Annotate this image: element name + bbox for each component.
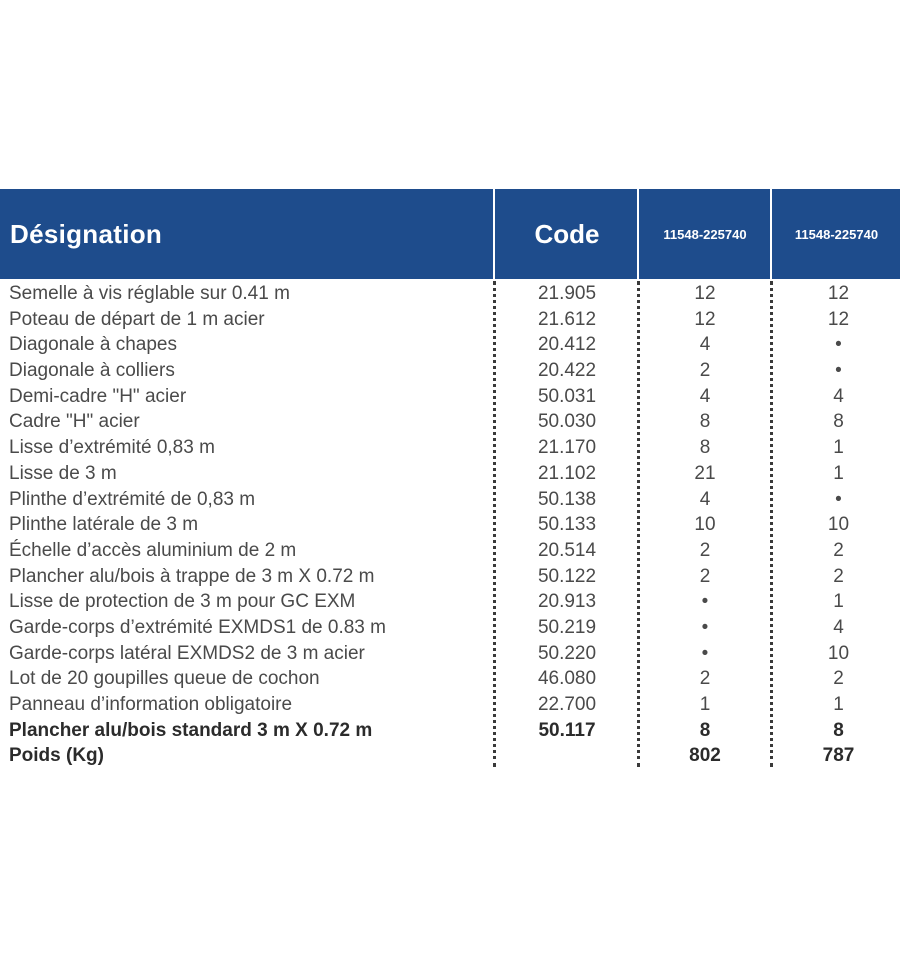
row-quantity-ref-2: 10	[827, 514, 850, 536]
row-code	[497, 743, 637, 769]
row-quantity-ref-2: •	[835, 360, 842, 382]
row-code: 21.905	[537, 283, 597, 304]
row-quantity-ref-1: 802	[689, 745, 721, 767]
row-quantity-ref-2: 1	[833, 437, 844, 459]
row-designation: Lisse de 3 m	[9, 462, 117, 484]
row-code: 50.030	[537, 411, 597, 433]
table-row	[0, 384, 900, 410]
row-quantity-ref-2: 787	[822, 745, 855, 767]
header-ref-2: 11548-225740	[794, 226, 879, 242]
row-quantity-ref-1: 2	[699, 668, 711, 690]
header-code: Code	[534, 218, 600, 249]
row-quantity-ref-2: •	[835, 488, 842, 510]
row-code: 50.138	[537, 488, 597, 510]
row-code: 20.514	[537, 539, 597, 561]
row-quantity-ref-2: 4	[833, 385, 844, 407]
row-code: 50.031	[537, 385, 597, 407]
row-designation: Garde-corps latéral EXMDS2 de 3 m acier	[9, 642, 365, 664]
row-quantity-ref-2: •	[835, 334, 842, 356]
row-code: 50.220	[537, 642, 597, 664]
row-designation: Panneau d’information obligatoire	[9, 694, 293, 715]
row-code: 21.612	[537, 308, 597, 330]
row-quantity-ref-1: •	[701, 642, 709, 664]
table-row	[0, 666, 900, 692]
row-designation: Demi-cadre "H" acier	[9, 385, 187, 407]
row-quantity-ref-2: 1	[833, 694, 844, 715]
header-divider	[637, 189, 639, 279]
row-code: 46.080	[537, 668, 597, 690]
table-row	[0, 743, 900, 769]
row-code: 21.170	[537, 437, 597, 459]
row-quantity-ref-2: 2	[833, 668, 844, 690]
row-code: 50.133	[537, 514, 597, 536]
table-row	[0, 487, 900, 513]
row-code: 22.700	[537, 694, 597, 715]
table-row	[0, 692, 900, 718]
row-quantity-ref-2: 2	[833, 539, 844, 561]
table-row	[0, 718, 900, 744]
row-designation: Lot de 20 goupilles queue de cochon	[9, 668, 320, 690]
row-quantity-ref-2: 12	[827, 308, 850, 330]
table-row	[0, 564, 900, 590]
row-quantity-ref-1: •	[701, 591, 709, 613]
table-row	[0, 307, 900, 333]
row-code: 50.117	[538, 719, 596, 741]
row-designation: Semelle à vis réglable sur 0.41 m	[9, 283, 290, 304]
header-ref-1: 11548-225740	[663, 226, 747, 242]
row-designation: Garde-corps d’extrémité EXMDS1 de 0.83 m	[9, 616, 386, 638]
row-quantity-ref-1: 1	[699, 694, 711, 715]
row-designation: Lisse d’extrémité 0,83 m	[9, 437, 215, 459]
header-designation: Désignation	[10, 218, 163, 249]
table-row	[0, 461, 900, 487]
table-row	[0, 332, 900, 358]
component-table	[0, 189, 900, 769]
table-row	[0, 512, 900, 538]
row-code: 20.913	[537, 591, 597, 613]
row-quantity-ref-1: 12	[694, 308, 716, 330]
row-quantity-ref-1: 4	[699, 488, 711, 510]
row-quantity-ref-1: 10	[694, 514, 716, 536]
row-designation: Lisse de protection de 3 m pour GC EXM	[9, 591, 356, 613]
table-row	[0, 409, 900, 435]
table-row	[0, 358, 900, 384]
row-quantity-ref-1: 4	[699, 385, 711, 407]
row-quantity-ref-1: •	[701, 616, 709, 638]
table-row	[0, 615, 900, 641]
table-header	[0, 189, 900, 279]
row-quantity-ref-1: 21	[694, 462, 716, 484]
row-quantity-ref-2: 1	[833, 462, 844, 484]
row-designation: Plancher alu/bois standard 3 m X 0.72 m	[9, 719, 373, 741]
table-row	[0, 641, 900, 667]
row-designation: Poids (Kg)	[9, 745, 104, 767]
row-designation: Poteau de départ de 1 m acier	[9, 308, 265, 330]
row-code: 20.412	[537, 334, 597, 356]
row-quantity-ref-1: 12	[694, 283, 716, 304]
row-quantity-ref-1: 8	[699, 437, 711, 459]
row-quantity-ref-1: 4	[699, 334, 711, 356]
row-quantity-ref-2: 1	[833, 591, 844, 613]
row-quantity-ref-1: 8	[699, 411, 711, 433]
header-divider	[770, 189, 772, 279]
row-quantity-ref-1: 2	[699, 565, 711, 587]
row-quantity-ref-2: 10	[827, 642, 850, 664]
row-quantity-ref-2: 12	[827, 283, 850, 304]
row-designation: Diagonale à colliers	[9, 360, 175, 382]
row-quantity-ref-2: 2	[833, 565, 844, 587]
table-body	[0, 279, 900, 769]
row-code: 20.422	[537, 360, 597, 382]
row-designation: Plinthe latérale de 3 m	[9, 514, 199, 536]
row-quantity-ref-2: 8	[833, 719, 844, 741]
table-row	[0, 589, 900, 615]
row-designation: Échelle d’accès aluminium de 2 m	[9, 539, 297, 561]
row-quantity-ref-2: 8	[833, 411, 844, 433]
row-designation: Diagonale à chapes	[9, 334, 177, 356]
row-quantity-ref-1: 8	[699, 719, 711, 741]
row-quantity-ref-2: 4	[833, 616, 844, 638]
row-code: 50.219	[537, 616, 597, 638]
table-row	[0, 538, 900, 564]
row-quantity-ref-1: 2	[699, 360, 711, 382]
row-code: 50.122	[537, 565, 597, 587]
table-row	[0, 435, 900, 461]
row-designation: Plancher alu/bois à trappe de 3 m X 0.72 m	[9, 565, 375, 587]
row-designation: Plinthe d’extrémité de 0,83 m	[9, 488, 256, 510]
header-divider	[493, 189, 495, 279]
row-designation: Cadre "H" acier	[9, 411, 140, 433]
table-row	[0, 281, 900, 307]
row-code: 21.102	[537, 462, 597, 484]
row-quantity-ref-1: 2	[699, 539, 711, 561]
